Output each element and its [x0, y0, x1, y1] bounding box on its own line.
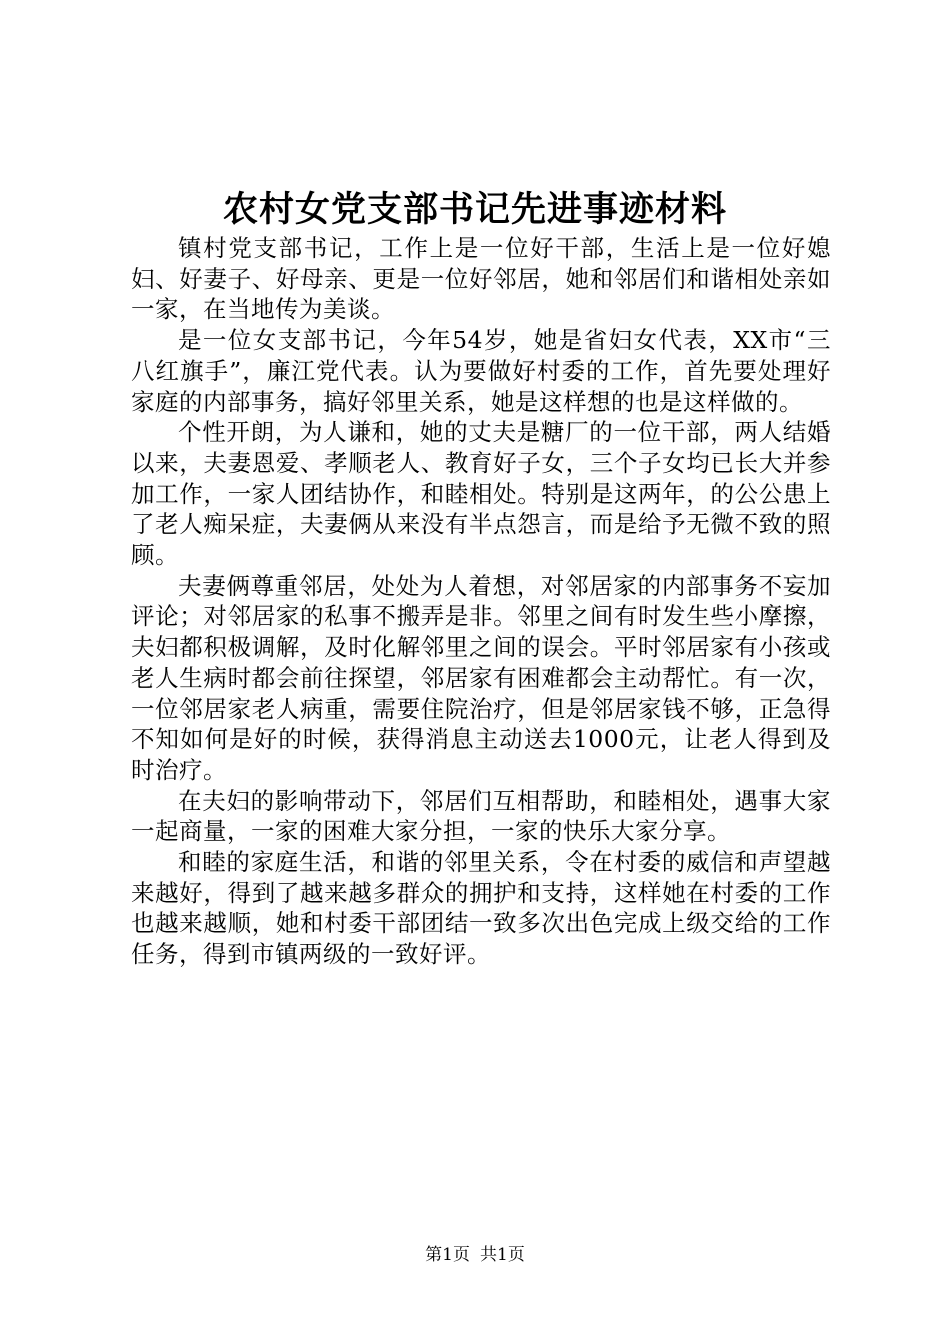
paragraph-3: 个性开朗，为人谦和，她的丈夫是糖厂的一位干部，两人结婚以来，夫妻恩爱、孝顺老人、教育好子女，三个子女均已长大并参加工作，一家人团结协作，和睦相处。特别是这两年，的公公患上了老人痴呆症，夫妻俩从来没有半点怨言，而是给予无微不致的照顾。 [131, 418, 831, 570]
document-title: 农村女党支部书记先进事迹材料 [222, 189, 727, 230]
paragraph-5: 在夫妇的影响带动下，邻居们互相帮助，和睦相处，遇事大家一起商量，一家的困难大家分担，一家的快乐大家分享。 [131, 786, 831, 846]
paragraph-1: 镇村党支部书记，工作上是一位好干部，生活上是一位好媳妇、好妻子、好母亲、更是一位好邻居，她和邻居们和谐相处亲如一家，在当地传为美谈。 [131, 234, 831, 324]
paragraph-2: 是一位女支部书记，今年54岁，她是省妇女代表，XX市“三八红旗手”，廉江党代表。认为要做好村委的工作，首先要处理好家庭的内部事务，搞好邻里关系，她是这样想的也是这样做的。 [131, 326, 831, 416]
page-total: 共1页 [480, 1245, 525, 1265]
document-body [131, 233, 831, 970]
page-number: 第1页 [425, 1245, 470, 1265]
page-footer [0, 1243, 950, 1267]
paragraph-6: 和睦的家庭生活，和谐的邻里关系，令在村委的威信和声望越来越好，得到了越来越多群众的拥护和支持，这样她在村委的工作也越来越顺，她和村委干部团结一致多次出色完成上级交给的工作任务，得到市镇两级的一致好评。 [131, 848, 831, 969]
paragraph-4: 夫妻俩尊重邻居，处处为人着想，对邻居家的内部事务不妄加评论；对邻居家的私事不搬弄是非。邻里之间有时发生些小摩擦，夫妇都积极调解，及时化解邻里之间的误会。平时邻居家有小孩或老人生病时都会前往探望，邻居家有困难都会主动帮忙。有一次，一位邻居家老人病重，需要住院治疗，但是邻居家钱不够，正急得不知如何是好的时候，获得消息主动送去1000元，让老人得到及时治疗。 [131, 571, 831, 784]
